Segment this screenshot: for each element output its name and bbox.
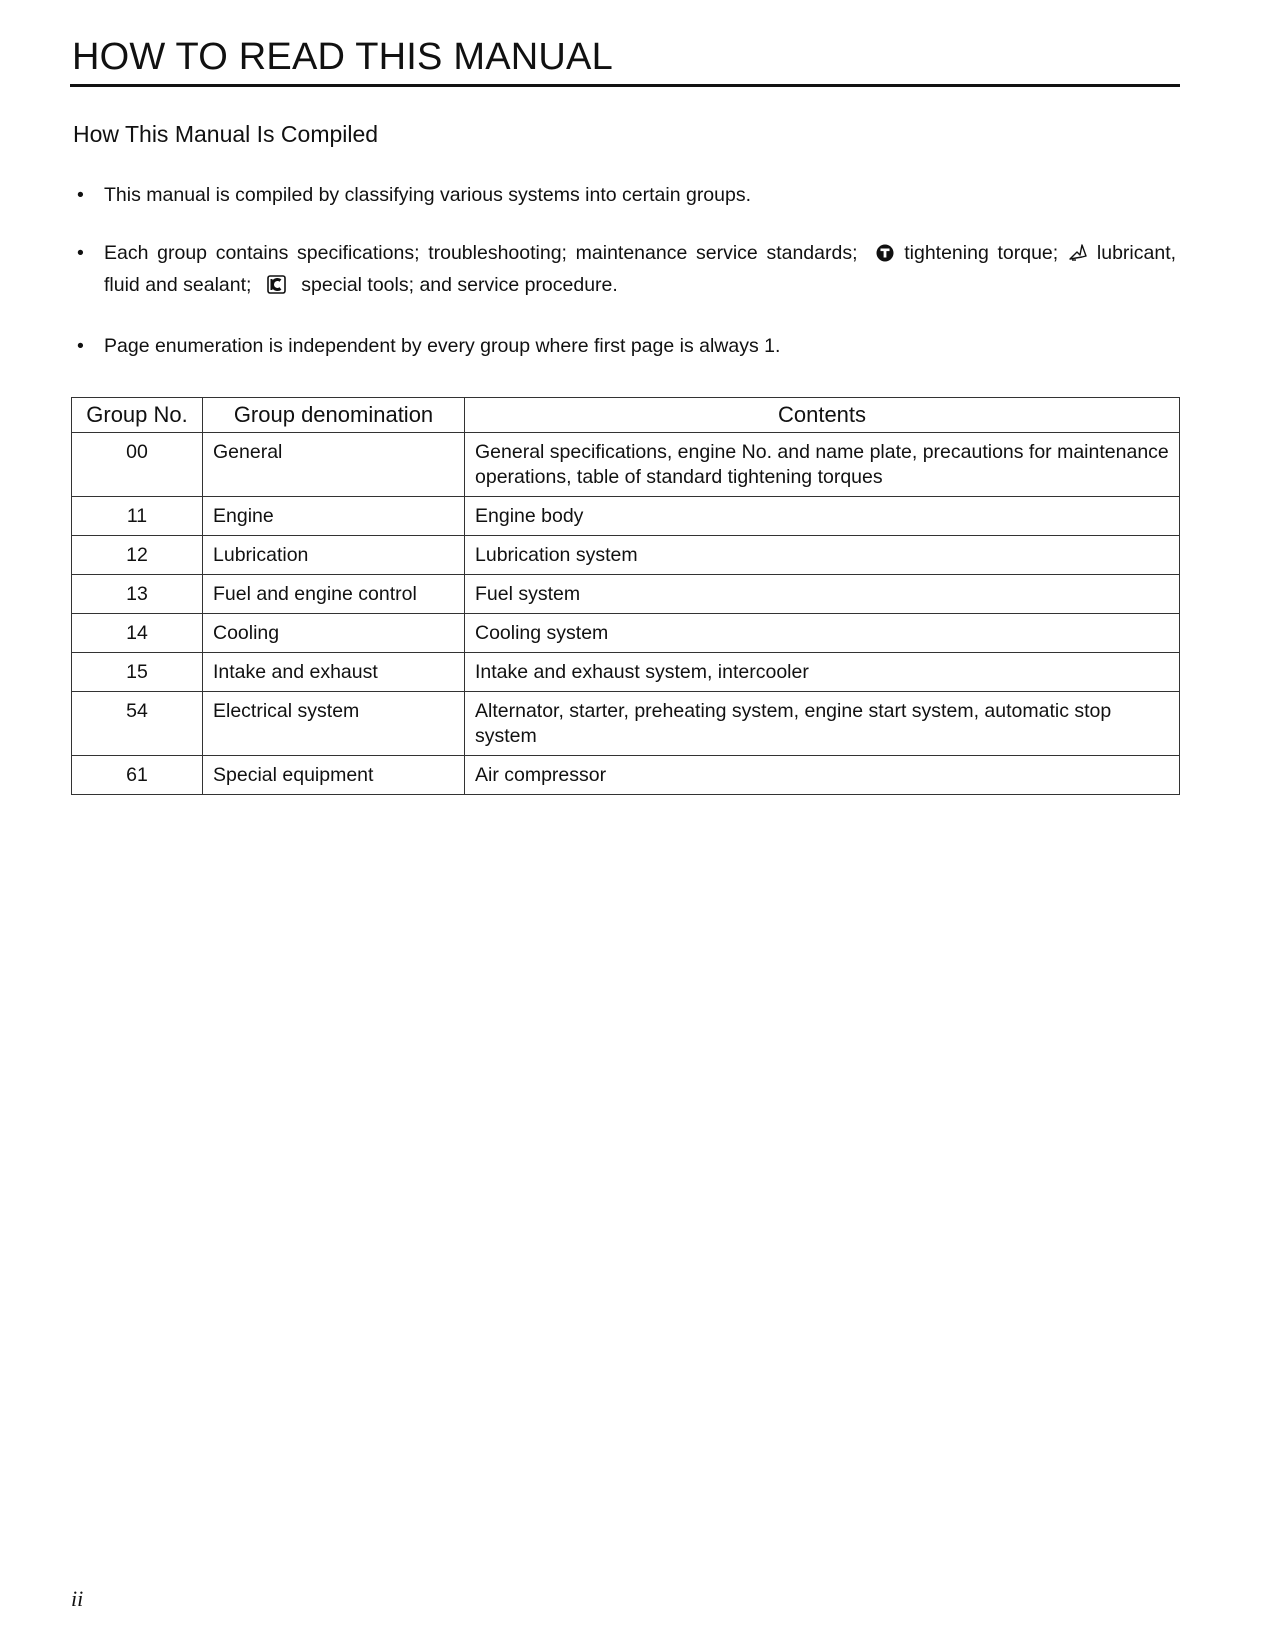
group-number: 61 bbox=[72, 756, 203, 795]
bullet-item bbox=[73, 332, 1176, 361]
group-contents: Cooling system bbox=[465, 614, 1180, 653]
group-contents: Engine body bbox=[465, 497, 1180, 536]
bullet-dot: • bbox=[77, 335, 84, 357]
table-row bbox=[72, 433, 1180, 497]
bullet-text: This manual is compiled by classifying various systems into certain groups. bbox=[104, 184, 752, 206]
group-denomination: Special equipment bbox=[203, 756, 465, 795]
group-number: 13 bbox=[72, 575, 203, 614]
group-denomination: Cooling bbox=[203, 614, 465, 653]
group-number: 11 bbox=[72, 497, 203, 536]
group-number: 00 bbox=[72, 433, 203, 497]
group-denomination: Intake and exhaust bbox=[203, 653, 465, 692]
bullet-item bbox=[73, 239, 1176, 303]
group-contents: Alternator, starter, preheating system, engine start system, automatic stop system bbox=[465, 692, 1180, 756]
group-number: 12 bbox=[72, 536, 203, 575]
group-denomination: Lubrication bbox=[203, 536, 465, 575]
group-number: 14 bbox=[72, 614, 203, 653]
group-denomination: General bbox=[203, 433, 465, 497]
bullet-text: Each group contains specifications; troubleshooting; maintenance service standards; bbox=[104, 242, 858, 264]
table-row bbox=[72, 575, 1180, 614]
group-contents: Intake and exhaust system, intercooler bbox=[465, 653, 1180, 692]
column-header-group-denomination: Group denomination bbox=[203, 398, 465, 433]
torque-icon bbox=[876, 242, 894, 271]
group-contents: Fuel system bbox=[465, 575, 1180, 614]
page-number: ii bbox=[71, 1586, 84, 1611]
group-denomination: Fuel and engine control bbox=[203, 575, 465, 614]
bullet-list bbox=[73, 181, 1176, 390]
special-tool-icon bbox=[267, 274, 286, 303]
column-header-group-no: Group No. bbox=[72, 398, 203, 433]
group-table bbox=[71, 397, 1180, 795]
lubricant-icon bbox=[1068, 242, 1088, 271]
bullet-text: tightening torque; bbox=[904, 242, 1059, 264]
section-heading: How This Manual Is Compiled bbox=[73, 121, 379, 147]
table-row bbox=[72, 497, 1180, 536]
title-rule bbox=[70, 84, 1180, 87]
bullet-text: Page enumeration is independent by every group where first page is always 1. bbox=[104, 335, 781, 357]
group-contents: Lubrication system bbox=[465, 536, 1180, 575]
group-contents: Air compressor bbox=[465, 756, 1180, 795]
bullet-dot: • bbox=[77, 184, 84, 206]
group-number: 54 bbox=[72, 692, 203, 756]
bullet-text: special tools; and service procedure. bbox=[301, 274, 618, 296]
bullet-text: lubricant, fluid and sealant; bbox=[104, 242, 1177, 296]
column-header-contents: Contents bbox=[465, 398, 1180, 433]
page-title: HOW TO READ THIS MANUAL bbox=[72, 36, 613, 78]
bullet-dot: • bbox=[77, 242, 84, 264]
table-row bbox=[72, 536, 1180, 575]
table-row bbox=[72, 756, 1180, 795]
bullet-item bbox=[73, 181, 1176, 210]
group-number: 15 bbox=[72, 653, 203, 692]
table-header-row bbox=[72, 398, 1180, 433]
group-contents: General specifications, engine No. and name plate, precautions for maintenance operations, table of standard tightening torques bbox=[465, 433, 1180, 497]
group-denomination: Electrical system bbox=[203, 692, 465, 756]
table-row bbox=[72, 614, 1180, 653]
table-row bbox=[72, 653, 1180, 692]
group-denomination: Engine bbox=[203, 497, 465, 536]
table-row bbox=[72, 692, 1180, 756]
